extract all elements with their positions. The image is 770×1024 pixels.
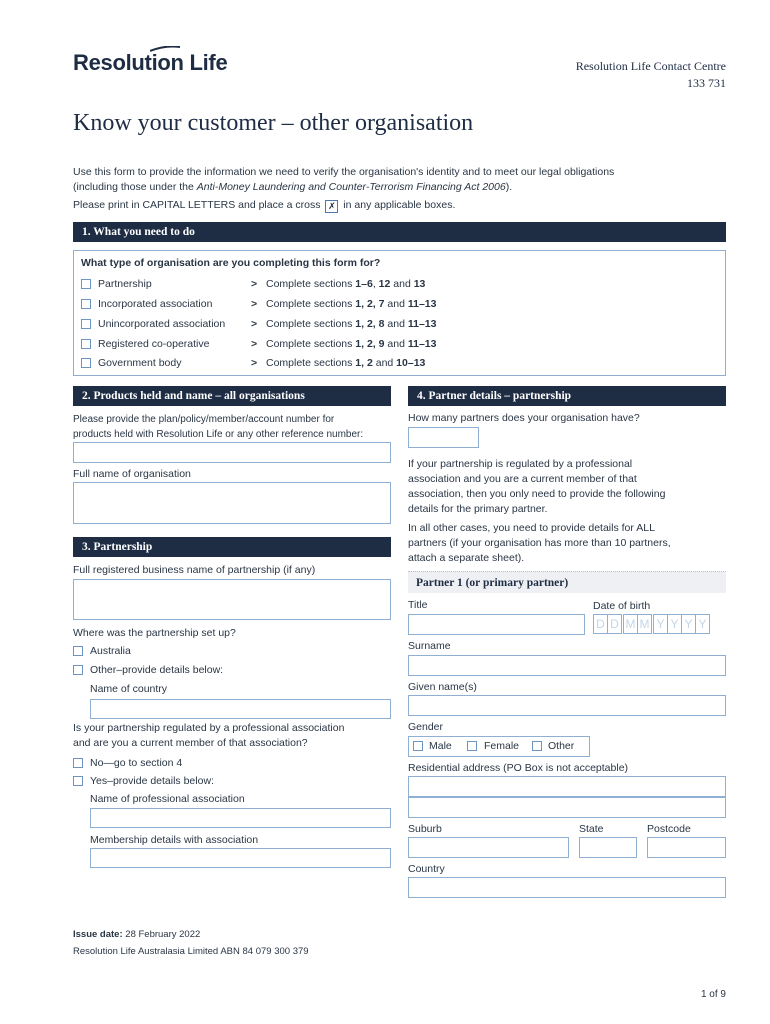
- org-type-option: [74, 337, 724, 353]
- gender-male-checkbox[interactable]: [413, 741, 423, 751]
- suburb-label: Suburb: [408, 823, 442, 835]
- org-type-option: [74, 356, 724, 372]
- intro-line-1: Use this form to provide the information we need to verify the organisation's identity and to meet our legal obligations: [73, 166, 615, 178]
- company-abn: Resolution Life Australasia Limited ABN 84 079 300 379: [73, 946, 309, 957]
- instruction-and: and: [372, 357, 397, 369]
- all-partners-line-1: In all other cases, you need to provide details for ALL: [408, 522, 655, 534]
- intro-line-2: [73, 180, 713, 195]
- logo-text: Resolution Life: [73, 50, 228, 75]
- partner-1-heading: Partner 1 (or primary partner): [408, 571, 726, 593]
- arrow-icon: >: [251, 357, 258, 369]
- dob-label: Date of birth: [593, 600, 651, 612]
- org-type-label: Government body: [98, 357, 182, 369]
- regulated-question-line-2: and are you a current member of that association?: [73, 737, 308, 749]
- instruction-prefix: Complete sections: [266, 278, 356, 290]
- org-name-label: Full name of organisation: [73, 468, 191, 480]
- instruction-prefix: Complete sections: [266, 318, 356, 330]
- dob-cell[interactable]: M: [623, 614, 638, 634]
- instruction-and: and: [384, 338, 408, 350]
- dob-cell[interactable]: Y: [667, 614, 682, 634]
- regulated-yes-label: Yes–provide details below:: [90, 775, 214, 787]
- resolution-life-logo: [73, 50, 227, 76]
- org-type-instruction: [266, 317, 436, 332]
- org-type-label: Partnership: [98, 278, 152, 290]
- postcode-input[interactable]: [647, 837, 726, 858]
- suburb-input[interactable]: [408, 837, 569, 858]
- arrow-icon: >: [251, 278, 258, 290]
- given-names-input[interactable]: [408, 695, 726, 716]
- assoc-name-input[interactable]: [90, 808, 391, 828]
- regulated-info-line-2: association and you are a current member of that: [408, 473, 637, 485]
- regulated-no-checkbox[interactable]: [73, 758, 83, 768]
- country-name-input[interactable]: [90, 699, 391, 719]
- plan-number-label: [73, 412, 363, 442]
- address-label: Residential address (PO Box is not acceptable): [408, 762, 629, 774]
- dob-cell[interactable]: D: [593, 614, 608, 634]
- cross-example-icon: ✗: [325, 200, 338, 213]
- issue-date-label: Issue date:: [73, 929, 123, 940]
- regulated-yes-checkbox[interactable]: [73, 776, 83, 786]
- business-name-input[interactable]: [73, 579, 391, 620]
- instruction-sections-b: 12: [378, 278, 391, 290]
- intro-line-2-pre: (including those under the: [73, 181, 197, 193]
- state-input[interactable]: [579, 837, 637, 858]
- arrow-icon: >: [251, 298, 258, 310]
- gender-other-label: Other: [548, 740, 575, 752]
- instruction-sections-c: 11–13: [407, 318, 437, 330]
- business-name-label: Full registered business name of partnership (if any): [73, 564, 316, 576]
- instruction-prefix: Complete sections: [266, 338, 356, 350]
- regulated-info-line-1: If your partnership is regulated by a professional: [408, 458, 633, 470]
- other-country-checkbox[interactable]: [73, 665, 83, 675]
- org-type-instruction: [266, 277, 425, 292]
- org-type-question: What type of organisation are you completing this form for?: [81, 257, 381, 269]
- regulated-no-label: No—go to section 4: [90, 757, 183, 769]
- state-label: State: [579, 823, 604, 835]
- instruction-sections-a: 1–6: [355, 278, 373, 290]
- intro-line-2-post: ).: [505, 181, 513, 193]
- gender-female-label: Female: [484, 740, 520, 752]
- regulated-question: [73, 721, 344, 751]
- intro-line-3-post: in any applicable boxes.: [343, 199, 456, 211]
- issue-date-value: 28 February 2022: [125, 929, 201, 940]
- setup-question: Where was the partnership set up?: [73, 627, 236, 639]
- address-line-2-input[interactable]: [408, 797, 726, 818]
- membership-input[interactable]: [90, 848, 391, 868]
- gender-label: Gender: [408, 721, 444, 733]
- contact-centre-phone: 133 731: [687, 76, 726, 90]
- org-type-option: [74, 297, 724, 313]
- title-input[interactable]: [408, 614, 585, 635]
- partners-count-question: How many partners does your organisation have?: [408, 412, 640, 424]
- address-line-1-input[interactable]: [408, 776, 726, 797]
- intro-line-3-pre: Please print in CAPITAL LETTERS and place a cross: [73, 199, 321, 211]
- org-type-instruction: [266, 337, 436, 352]
- postcode-label: Postcode: [647, 823, 691, 835]
- intro-instruction: [73, 198, 713, 213]
- instruction-prefix: Complete sections: [266, 298, 356, 310]
- arrow-icon: >: [251, 338, 258, 350]
- arrow-icon: >: [251, 318, 258, 330]
- assoc-name-label: Name of professional association: [90, 793, 245, 805]
- page-number: 1 of 9: [700, 989, 726, 1000]
- instruction-sections-c: 11–13: [407, 338, 437, 350]
- instruction-and: and: [390, 278, 414, 290]
- dob-cell[interactable]: M: [637, 614, 652, 634]
- org-type-label: Registered co-operative: [98, 338, 210, 350]
- plan-number-label-line-2: products held with Resolution Life or any other reference number:: [73, 429, 364, 440]
- instruction-separator: ,: [372, 278, 379, 290]
- org-name-input[interactable]: [73, 482, 391, 524]
- section-1-heading: 1. What you need to do: [73, 222, 726, 242]
- membership-label: Membership details with association: [90, 834, 259, 846]
- org-type-checkbox[interactable]: [81, 319, 91, 329]
- logo-swoosh-icon: [150, 46, 180, 52]
- given-names-label: Given name(s): [408, 681, 477, 693]
- country-name-label: Name of country: [90, 683, 168, 695]
- contact-centre-name: Resolution Life Contact Centre: [575, 59, 726, 73]
- all-partners-paragraph: [408, 521, 728, 566]
- instruction-and: and: [384, 318, 408, 330]
- org-type-option: [74, 277, 724, 293]
- instruction-sections-a: 1, 2, 9: [355, 338, 385, 350]
- section-3-heading: 3. Partnership: [73, 537, 391, 557]
- australia-label: Australia: [90, 645, 131, 657]
- instruction-prefix: Complete sections: [266, 357, 356, 369]
- dob-cell[interactable]: D: [607, 614, 622, 634]
- gender-group: [408, 736, 590, 757]
- org-type-checkbox[interactable]: [81, 358, 91, 368]
- instruction-sections-c: 10–13: [396, 357, 426, 369]
- regulated-info-paragraph: [408, 457, 728, 517]
- gender-male-label: Male: [429, 740, 452, 752]
- org-type-checkbox[interactable]: [81, 279, 91, 289]
- dob-cell[interactable]: Y: [695, 614, 710, 634]
- title-label: Title: [408, 599, 428, 611]
- org-type-checkbox[interactable]: [81, 339, 91, 349]
- regulated-info-line-3: association, then you only need to provide the following: [408, 488, 666, 500]
- contact-centre: [576, 58, 726, 92]
- section-2-heading: 2. Products held and name – all organisations: [73, 386, 391, 406]
- australia-checkbox[interactable]: [73, 646, 83, 656]
- plan-number-label-line-1: Please provide the plan/policy/member/account number for: [73, 414, 335, 425]
- regulated-question-line-1: Is your partnership regulated by a professional association: [73, 722, 345, 734]
- instruction-sections-c: 13: [413, 278, 426, 290]
- issue-date: [73, 929, 200, 940]
- org-type-checkbox[interactable]: [81, 299, 91, 309]
- dob-cell[interactable]: Y: [681, 614, 696, 634]
- section-1-panel: [73, 250, 726, 376]
- all-partners-line-2: partners (if your organisation has more than 10 partners,: [408, 537, 671, 549]
- instruction-sections-a: 1, 2: [355, 357, 373, 369]
- intro-text: [73, 165, 713, 195]
- org-type-instruction: [266, 356, 425, 371]
- all-partners-line-3: attach a separate sheet).: [408, 552, 525, 564]
- org-type-label: Unincorporated association: [98, 318, 226, 330]
- act-name: Anti-Money Laundering and Counter-Terrorism Financing Act 2006: [196, 181, 506, 193]
- gender-other-checkbox[interactable]: [532, 741, 542, 751]
- other-country-label: Other–provide details below:: [90, 664, 224, 676]
- dob-cell[interactable]: Y: [653, 614, 668, 634]
- regulated-info-line-4: details for the primary partner.: [408, 503, 548, 515]
- surname-label: Surname: [408, 640, 451, 652]
- instruction-sections-c: 11–13: [407, 298, 437, 310]
- instruction-sections-a: 1, 2, 8: [355, 318, 385, 330]
- page-title: Know your customer – other organisation: [73, 110, 474, 136]
- surname-input[interactable]: [408, 655, 726, 676]
- gender-female-checkbox[interactable]: [467, 741, 477, 751]
- org-type-instruction: [266, 297, 436, 312]
- partner-country-input[interactable]: [408, 877, 726, 898]
- org-type-label: Incorporated association: [98, 298, 213, 310]
- partner-country-label: Country: [408, 863, 445, 875]
- section-4-heading: 4. Partner details – partnership: [408, 386, 726, 406]
- partners-count-input[interactable]: [408, 427, 479, 448]
- org-type-option: [74, 317, 724, 333]
- plan-number-input[interactable]: [73, 442, 391, 463]
- dob-input[interactable]: [593, 614, 709, 634]
- instruction-and: and: [384, 298, 408, 310]
- instruction-sections-a: 1, 2, 7: [355, 298, 385, 310]
